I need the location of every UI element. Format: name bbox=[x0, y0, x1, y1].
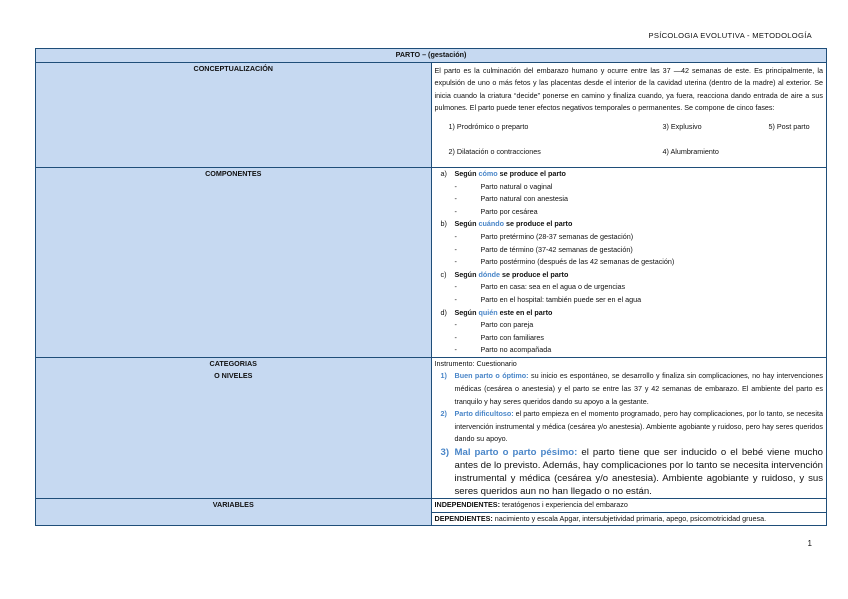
independientes-label: INDEPENDIENTES: bbox=[434, 500, 500, 510]
list-item-text: Parto postérmino (después de las 42 semanas de gestación) bbox=[480, 257, 675, 267]
heading-text: Según bbox=[454, 219, 479, 229]
heading-text: Según bbox=[454, 269, 479, 279]
list-item-text: Parto no acompañada bbox=[480, 345, 552, 355]
list-item-text: Parto de término (37-42 semanas de gestación) bbox=[480, 244, 633, 254]
heading-text: se produce el parto bbox=[497, 168, 566, 178]
variables-label: VARIABLES bbox=[36, 499, 432, 526]
categorias-label-line: O NIVELES bbox=[214, 371, 253, 381]
list-item: - Parto de término (37-42 semanas de gestación) bbox=[454, 244, 633, 254]
list-item: - Parto con pareja bbox=[454, 320, 534, 330]
list-item: - Parto en el hospital: también puede ser en el agua bbox=[454, 294, 642, 304]
category-item bbox=[441, 370, 824, 408]
heading-text: este en el parto bbox=[497, 307, 553, 317]
componentes-section bbox=[435, 269, 824, 307]
phase-item: 5) Post parto bbox=[768, 121, 810, 131]
section-heading bbox=[435, 218, 824, 231]
conceptualizacion-row bbox=[36, 62, 827, 167]
heading-text: Según bbox=[454, 307, 479, 317]
list-item-text: Parto en casa: sea en el agua o de urgencias bbox=[480, 282, 626, 292]
category-title: Mal parto o parto pésimo: bbox=[454, 447, 578, 459]
componentes-section bbox=[435, 307, 824, 357]
title-row bbox=[36, 49, 827, 63]
dependientes-text: nacimiento y escala Apgar, intersubjetividad primaria, apego, psicomotricidad gruesa. bbox=[492, 513, 767, 523]
categorias-label-line: CATEGORIAS bbox=[209, 358, 257, 368]
dependientes-label: DEPENDIENTES: bbox=[434, 513, 493, 523]
conceptualizacion-label: CONCEPTUALIZACIÓN bbox=[36, 62, 432, 167]
category-number: 3) bbox=[440, 447, 450, 459]
heading-text: se produce el parto bbox=[504, 219, 573, 229]
list-item-text: Parto con pareja bbox=[480, 320, 534, 330]
category-number: 1) bbox=[440, 371, 447, 381]
instrument-text: Instrumento: Cuestionario bbox=[434, 358, 517, 368]
list-item: - Parto natural con anestesia bbox=[454, 194, 569, 204]
variables-row bbox=[36, 499, 827, 513]
list-item-text: Parto natural o vaginal bbox=[480, 181, 553, 191]
category-text bbox=[455, 408, 824, 446]
independientes-text: teratógenos i experiencia del embarazo bbox=[500, 500, 628, 510]
page-number: 1 bbox=[807, 539, 812, 548]
list-item-text: Parto pretérmino (28-37 semanas de gestación) bbox=[480, 231, 634, 241]
list-item-text: Parto natural con anestesia bbox=[480, 194, 569, 204]
heading-keyword: cuándo bbox=[478, 219, 505, 229]
section-number: b) bbox=[440, 219, 447, 229]
componentes-label: COMPONENTES bbox=[36, 167, 432, 357]
componentes-row bbox=[36, 167, 827, 357]
category-item bbox=[441, 446, 824, 498]
list-item: - Parto pretérmino (28-37 semanas de gestación) bbox=[454, 231, 634, 241]
category-title: Parto dificultoso: bbox=[454, 409, 514, 419]
category-number: 2) bbox=[440, 409, 447, 419]
list-item: - Parto postérmino (después de las 42 semanas de gestación) bbox=[454, 257, 675, 267]
heading-keyword: quién bbox=[478, 307, 498, 317]
componentes-section bbox=[435, 218, 824, 268]
section-heading bbox=[435, 168, 824, 181]
category-item bbox=[441, 408, 824, 446]
parto-table bbox=[35, 48, 827, 526]
conceptualizacion-text: El parto es la culminación del embarazo humano y ocurre entre las 37 —42 semanas de este. Es principalmente, la expulsión de uno o más fetos y las placentas desde el interior de la cavidad uterina (dentro de la madre) al exterior. Se inicia cuando la criatura “decide” ponerse en camino y finaliza cuando, ya fuera, reacciona dando entrada de aire a sus pulmones. El parto puede tener efectos negativos temporales o permanentes. Se compone de cinco fases: bbox=[434, 65, 823, 113]
section-number: a) bbox=[440, 168, 447, 178]
dependientes-cell bbox=[431, 512, 827, 526]
phase-item: 1) Prodrómico o preparto bbox=[448, 121, 529, 131]
categorias-row bbox=[36, 357, 827, 498]
category-text bbox=[455, 446, 824, 498]
list-item: - Parto con familiares bbox=[454, 332, 545, 342]
list-item: - Parto en casa: sea en el agua o de urgencias bbox=[454, 282, 626, 292]
phase-item: 4) Alumbramiento bbox=[662, 146, 719, 156]
list-item-text: Parto en el hospital: también puede ser en el agua bbox=[480, 294, 642, 304]
categorias-content bbox=[431, 357, 827, 498]
running-header: PSÍCOLOGIA EVOLUTIVA - METODOLOGÍA bbox=[648, 31, 812, 40]
category-description: el parto tiene que ser inducido o el bebé viene mucho antes de lo previsto. Además, hay complicaciones por lo tanto se necesita intervención instrumental y médica (cesárea y/o anestesia). Ambiente agobiante y ruidoso, y sus seres queridos aun no han llegado o no están. bbox=[454, 447, 824, 498]
category-description: el parto empieza en el momento programado, pero hay complicaciones, por lo tanto, se necesita intervención instrumental y médica (cesárea y/o anestesia). Ambiente agobiante y ruidoso, pero hay seres queridos dando su apoyo. bbox=[454, 409, 823, 444]
section-heading bbox=[435, 269, 824, 282]
category-text bbox=[455, 370, 824, 408]
heading-text: se produce el parto bbox=[500, 269, 569, 279]
heading-keyword: cómo bbox=[478, 168, 498, 178]
category-list bbox=[435, 370, 824, 498]
phase-list bbox=[435, 121, 824, 167]
categorias-label bbox=[36, 357, 432, 498]
list-item: - Parto por cesárea bbox=[454, 206, 538, 216]
heading-text: Según bbox=[454, 168, 479, 178]
list-item: - Parto natural o vaginal bbox=[454, 181, 553, 191]
phase-item: 3) Explusivo bbox=[662, 121, 702, 131]
heading-keyword: dónde bbox=[478, 269, 501, 279]
phase-item: 2) Dilatación o contracciones bbox=[448, 146, 541, 156]
independientes-cell bbox=[431, 499, 827, 513]
section-number: d) bbox=[440, 307, 447, 317]
section-heading bbox=[435, 307, 824, 320]
list-item-text: Parto con familiares bbox=[480, 332, 545, 342]
list-item-text: Parto por cesárea bbox=[480, 206, 538, 216]
section-number: c) bbox=[440, 269, 447, 279]
componentes-section bbox=[435, 168, 824, 218]
category-description: su inicio es espontáneo, se desarrollo y finaliza sin complicaciones, no hay intervenciones médicas (cesárea o anestesia) y el parto se entre las 37 y 42 semanas de embarazo. El ambiente del parto es tranquilo y hay seres queridos dando su apoyo a la gestante. bbox=[454, 371, 823, 406]
conceptualizacion-content bbox=[431, 62, 827, 167]
list-item: - Parto no acompañada bbox=[454, 345, 552, 355]
table-title: PARTO – (gestación) bbox=[36, 49, 827, 63]
componentes-content bbox=[431, 167, 827, 357]
category-title: Buen parto o óptimo: bbox=[454, 371, 529, 381]
